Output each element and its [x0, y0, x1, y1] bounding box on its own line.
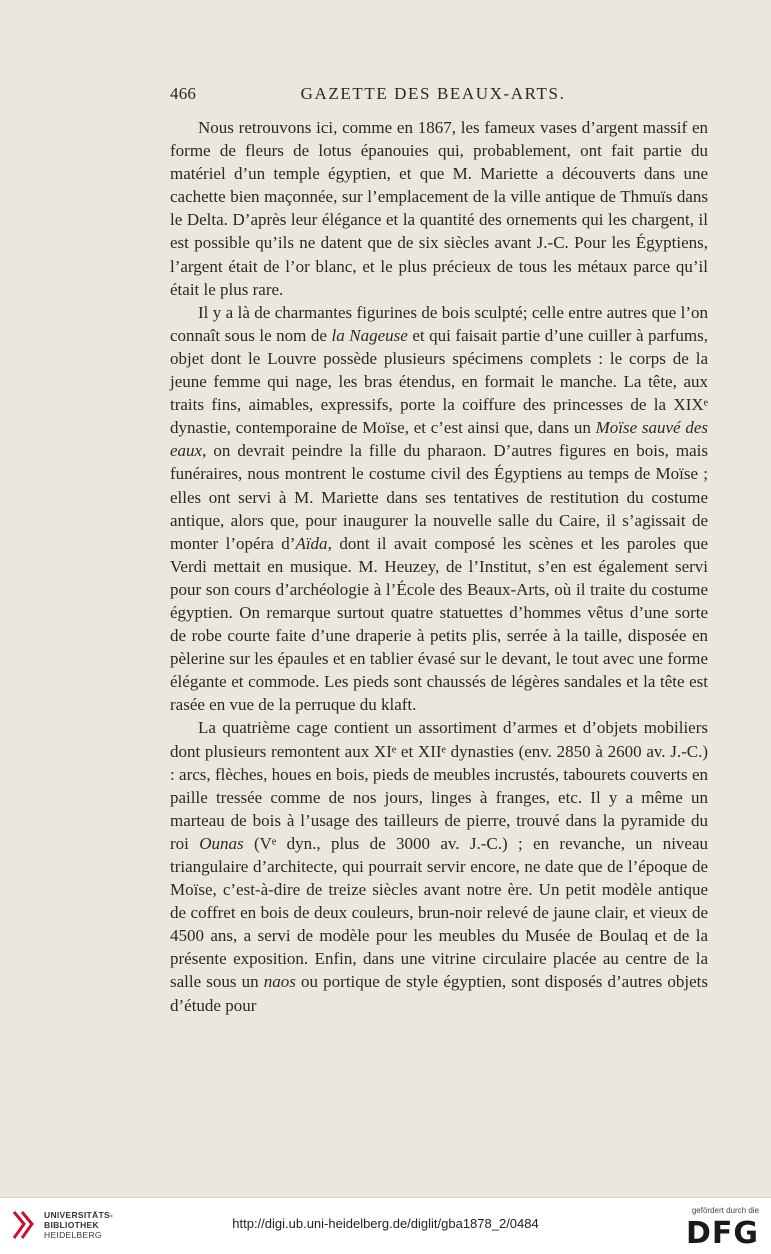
- text-run: La quatrième cage contient un assortiment d’armes et d’objets mobiliers dont plusieurs remontent aux XIᵉ et XIIᵉ dynasties (env. 2850 à 2600 av. J.-C.) : arcs, flèches, houes en bois, pieds de meubles incrustés, tabourets couverts en paille tressée comme de nos jours, linges à franges, etc. Il y a même un marteau de bois à l’usage des tailleurs de pierre, trouvé dans la pyramide du roi: [170, 718, 708, 853]
- paragraph-1: [170, 116, 708, 301]
- viewer-footer: [0, 1197, 771, 1254]
- text-run: et qui faisait partie d’une cuiller à parfums, objet dont le Louvre possède plusieurs spécimens complets : le corps de la jeune femme qui nage, les bras étendus, en formait le manche. La tête, aux traits fins, aimables, expressifs, porte la coiffure des princesses de la XIXᵉ dynastie, contemporaine de Moïse, et c’est ainsi que, dans un: [170, 325, 708, 438]
- body-text: [170, 116, 708, 1017]
- paragraph-3: [170, 716, 708, 1016]
- library-name: UNIVERSITÄTS- BIBLIOTHEK HEIDELBERG: [44, 1210, 114, 1240]
- text-run: , on devrait peindre la fille du pharaon. D’autres figures en bois, mais funéraires, nous montrent le costume civil des Égyptiens au temps de Moïse ; elles ont servi à M. Mariette dans ses tentatives de restitution du costume antique, alors que, pour inaugurer la nouvelle salle du Caire, il s’agissait de monter l’opéra d’: [170, 441, 708, 553]
- text-run: Il y a là de charmantes figurines de bois sculpté; celle entre autres que l’on connaît sous le nom de: [170, 302, 708, 345]
- text-run: , dont il avait composé les scènes et les paroles que Verdi mettait en musique. M. Heuzey, de l’Institut, s’en est également servi pour son cours d’archéologie à l’École des Beaux-Arts, où il traite du costume égyptien. On remarque surtout quatre statuettes d’hommes vêtus d’une sorte de robe courte faite d’une draperie à petits plis, serrée à la taille, disposée en pèlerine sur les épaules et en tablier évasé sur le devant, le tout avec une forme élégante et commode. Les pieds sont chaussés de légères sandales et la tête est rasée en vue de la perruque du klaft.: [170, 533, 708, 715]
- italic-title: la Nageuse: [331, 325, 408, 345]
- dfg-logo-icon: DFG: [685, 1216, 759, 1251]
- running-head: [170, 84, 710, 104]
- page-number: 466: [170, 84, 197, 103]
- text-run: (Vᵉ dyn., plus de 3000 av. J.-C.) ; en revanche, un niveau triangulaire d’architecte, qui pourrait servir encore, ne date que de l’époque de Moïse, c’est-à-dire de treize siècles avant notre ère. Un petit modèle antique de coffret en bois de deux couleurs, brun-noir relevé de jaune clair, et vieux de 4500 ans, a servi de modèle pour les meubles du Musée de Boulaq et de la présente exposition. Enfin, dans une vitrine circulaire placée au centre de la salle sous un: [170, 833, 709, 992]
- italic-title: naos: [263, 972, 296, 992]
- dfg-caption: gefördert durch die: [691, 1206, 759, 1215]
- text-run: Nous retrouvons ici, comme en 1867, les fameux vases d’argent massif en forme de fleurs de lotus épanouies qui, probablement, ont fait partie du matériel d’un temple égyptien, et que M. Mariette a découverts dans une cachette bien maçonnée, sur l’emplacement de la ville antique de Thmuïs dans le Delta. D’après leur élégance et la quantité des ornements qui les chargent, il est possible qu’ils ne datent que de six siècles avant J.-C. Pour les Égyptiens, l’argent était de l’or blanc, et le plus précieux de tous les métaux parce qu’il était le plus rare.: [170, 118, 708, 299]
- permalink-url[interactable]: http://digi.ub.uni-heidelberg.de/diglit/gba1878_2/0484: [232, 1216, 539, 1231]
- italic-title: Moïse sauvé des eaux: [170, 418, 708, 461]
- journal-title: GAZETTE DES BEAUX-ARTS.: [300, 84, 566, 103]
- italic-title: Ounas: [199, 833, 244, 853]
- italic-title: Aïda: [295, 533, 328, 553]
- text-run: ou portique de style égyptien, sont disposés d’autres objets d’étude pour: [170, 972, 708, 1015]
- paragraph-2: [170, 301, 708, 717]
